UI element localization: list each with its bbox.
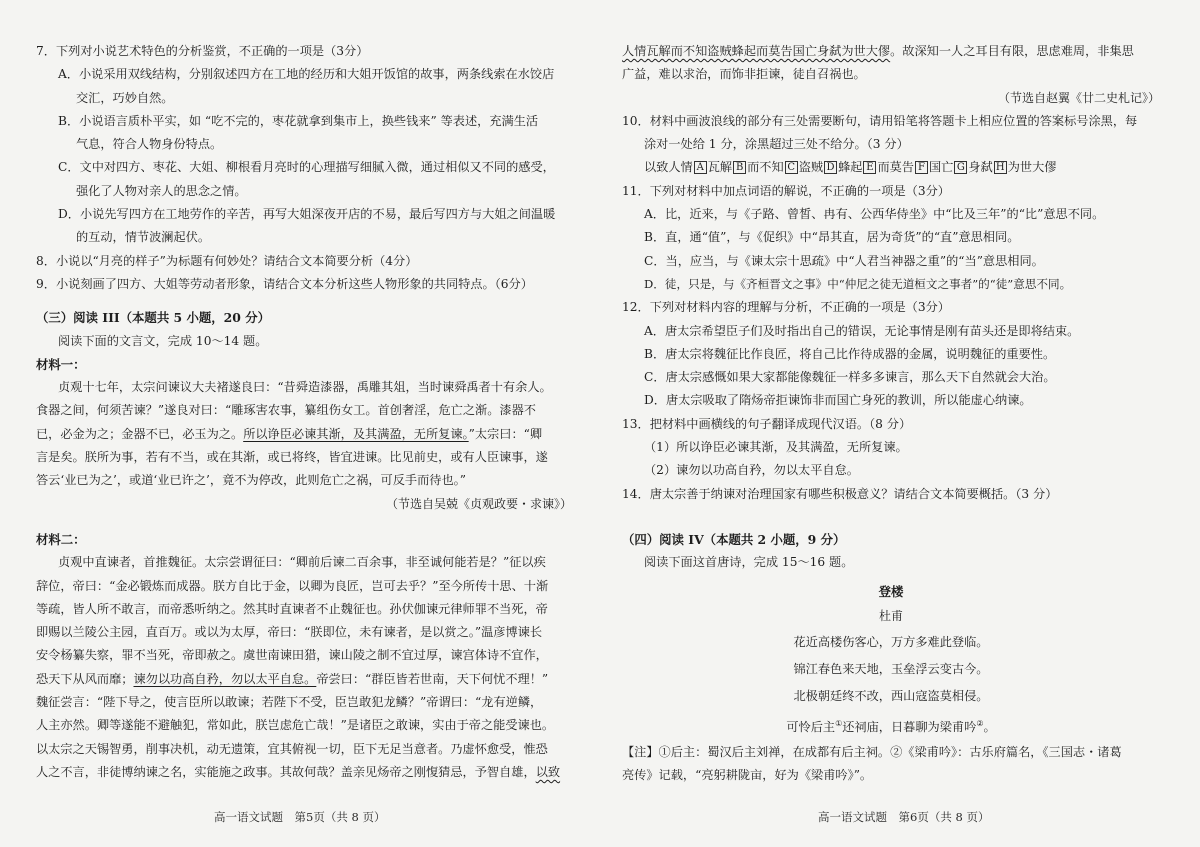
poem-line-2: 锦江春色来天地，玉垒浮云变古今。 — [793, 661, 989, 676]
q10-stem-cont: 涂对一处给 1 分，涂黑超过三处不给分。（3 分） — [644, 137, 909, 152]
material2-line: 魏征尝言：“陛下导之，使言臣所以敢谏；若陛下不受，臣岂敢犯龙鳞？”帝谓曰：“龙有逆鳞， — [36, 695, 543, 710]
right-page — [600, 0, 1200, 847]
material2-line — [36, 761, 572, 784]
q7-option-a-cont: 交汇，巧妙自然。 — [76, 90, 174, 105]
q9: 9．小说刻画了四方、大姐等劳动者形象，请结合文本分析这些人物形象的共同特点。（6分） — [36, 276, 533, 291]
q7-option-d-cont: 的互动，情节波澜起伏。 — [76, 230, 211, 245]
section3-intro: 阅读下面的文言文，完成 10～14 题。 — [58, 333, 268, 348]
material2-line: 贞观中直谏者，首推魏征。太宗尝谓征曰：“卿前后谏二百余事，非至诚何能若是？”征以疾 — [58, 555, 546, 570]
poem-text: 可怜后主 — [786, 719, 836, 734]
page-footer-left: 高一语文试题 第5页（共 8 页） — [214, 810, 386, 824]
section4-intro: 阅读下面这首唐诗，完成 15～16 题。 — [644, 555, 854, 570]
q11-option-b: B．直，通“值”，与《促织》中“昂其直，居为奇货”的“直”意思相同。 — [644, 230, 1020, 245]
section3-heading: （三）阅读 III（本题共 5 小题，20 分） — [36, 310, 270, 326]
q10-text: 蜂起 — [838, 160, 863, 175]
material1-line — [36, 423, 572, 446]
q10-text: 瓦解 — [707, 160, 733, 175]
material2-source: （节选自赵翼《廿二史札记》） — [997, 90, 1160, 105]
q10-text: 而莫告 — [877, 160, 914, 175]
material2-text: 人之不言，非徒博纳谏之名，实能施之政事。其故何哉？盖亲见炀帝之刚愎猜忌，予智自雄， — [36, 764, 536, 779]
q13-stem: 13．把材料中画横线的句子翻译成现代汉语。（8 分） — [622, 416, 912, 431]
poem-author: 杜甫 — [878, 608, 903, 623]
q10-stem: 10．材料中画波浪线的部分有三处需要断句，请用铅笔将答题卡上相应位置的答案标号涂黑，每 — [622, 113, 1138, 128]
q11-stem: 11．下列对材料中加点词语的解说，不正确的一项是（3分） — [622, 183, 950, 198]
break-mark-g: G — [954, 161, 967, 174]
q12-option-a: A．唐太宗希望臣子们及时指出自己的错误，无论事情是刚有苗头还是即将结束。 — [644, 323, 1080, 338]
q12-option-b: B．唐太宗将魏征比作良匠，将自己比作待成器的金属，说明魏征的重要性。 — [644, 346, 1056, 361]
poem-title: 登楼 — [878, 583, 904, 599]
q10-text: 以致人情 — [644, 160, 693, 175]
q14: 14．唐太宗善于纳谏对治理国家有哪些积极意义？请结合文本简要概括。（3 分） — [622, 486, 1058, 501]
material2-line: 等疏，皆人所不敢言，而帝悉听纳之。然其时直谏者不止魏征也。孙伏伽谏元律师罪不当死，帝 — [36, 601, 548, 616]
q10-text: 为世大僇 — [1007, 160, 1057, 175]
material2-text: 恐天下从风而靡； — [36, 671, 134, 686]
material2-line: 人主亦然。卿等遂能不避触犯，常如此，朕岂虑危亡哉！”是诸臣之敢谏，实由于帝之能受谏也。 — [36, 718, 555, 733]
underlined-sentence-1: 所以诤臣必谏其渐，及其满盈，无所复谏。 — [243, 426, 469, 441]
section4-heading: （四）阅读 IV（本题共 2 小题，9 分） — [622, 531, 846, 547]
break-mark-h: H — [994, 161, 1007, 174]
q12-stem: 12．下列对材料内容的理解与分析，不正确的一项是（3分） — [622, 300, 950, 315]
material2-continued-line — [622, 40, 1160, 63]
q13-sentence-2: （2）谏勿以功高自矜，勿以太平自怠。 — [644, 463, 859, 478]
q8: 8．小说以“月亮的样子”为标题有何妙处？请结合文本简要分析（4分） — [36, 253, 418, 268]
q7-option-c: C．文中对四方、枣花、大姐、柳根看月亮时的心理描写细腻入微，通过相似又不同的感受， — [58, 160, 555, 175]
break-mark-c: C — [785, 161, 798, 174]
q10-text: 国亡 — [929, 160, 954, 175]
material1-line: 贞观十七年，太宗问谏议大夫褚遂良曰：“昔舜造漆器，禹雕其俎，当时谏舜禹者十有余人。 — [58, 380, 552, 395]
poem-text: 。 — [983, 719, 996, 734]
material2-line: 以太宗之天锡智勇，削事决机，动无遗策，宜其俯视一切，臣下无足当意者。乃虚怀愈受，惟恐 — [36, 741, 548, 756]
poem-line-3: 北极朝廷终不改，西山寇盗莫相侵。 — [793, 688, 989, 703]
q7-option-b: B．小说语言质朴平实，如 “吃不完的，枣花就拿到集市上，换些钱来” 等表述，充满生活 — [58, 113, 539, 128]
wavy-underlined-text: 以致 — [535, 764, 561, 779]
q11-option-d: D．徒，只是，与《齐桓晋文之事》中“仲尼之徒无道桓文之事者”的“徒”意思不同。 — [644, 276, 1072, 291]
break-mark-e: E — [863, 161, 876, 174]
break-mark-a: A — [694, 161, 707, 174]
underlined-sentence-2: 谏勿以功高自矜，勿以太平自怠。 — [133, 671, 317, 686]
q11-option-a: A．比，近来，与《子路、曾皙、冉有、公西华侍坐》中“比及三年”的“比”意思不同。 — [644, 207, 1105, 222]
material1-text: ”太宗曰：“卿 — [468, 426, 543, 441]
material1-heading: 材料一： — [36, 356, 86, 372]
footnote-mark-2: ② — [976, 718, 984, 728]
q11-option-c: C．当，应当，与《谏太宗十思疏》中“人君当神器之重”的“当”意思相同。 — [644, 253, 1044, 268]
q12-option-c: C．唐太宗感慨如果大家都能像魏征一样多多谏言，那么天下自然就会大治。 — [644, 370, 1056, 385]
material2-continued-line: 广益，难以求治，而饰非拒谏，徒自召祸也。 — [622, 67, 866, 82]
material2-line: 即赐以兰陵公主园，直百万。或以为太厚，帝曰：“朕即位，未有谏者，是以赏之。”温彦博谏长 — [36, 625, 543, 640]
poem-note: 【注】①后主：蜀汉后主刘禅，在成都有后主祠。②《梁甫吟》：古乐府篇名，《三国志・诸葛 — [622, 744, 1122, 759]
break-mark-f: F — [915, 161, 928, 174]
page-footer-right: 高一语文试题 第6页（共 8 页） — [818, 810, 990, 824]
q7-option-d: D．小说先写四方在工地劳作的辛苦，再写大姐深夜开店的不易，最后写四方与大姐之间温暖 — [58, 207, 556, 222]
q12-option-d: D．唐太宗吸取了隋炀帝拒谏饰非而国亡身死的教训，所以能虚心纳谏。 — [644, 393, 1032, 408]
q7-option-a: A．小说采用双线结构，分别叙述四方在工地的经历和大姐开饭馆的故事，两条线索在水饺店 — [58, 67, 555, 82]
material1-source: （节选自吴兢《贞观政要・求谏》） — [385, 496, 572, 511]
material1-line: 答云‘业已为之’，或道‘业已许之’，竟不为停改，此则危亡之祸，可反手而待也。” — [36, 473, 467, 488]
q10-text: 而不知 — [747, 160, 784, 175]
break-mark-d: D — [824, 161, 837, 174]
q13-sentence-1: （1）所以诤臣必谏其渐，及其满盈，无所复谏。 — [644, 440, 908, 455]
material2-text: 。故深知一人之耳目有限，思虑难周，非集思 — [890, 44, 1134, 58]
q7-stem: 7．下列对小说艺术特色的分析鉴赏，不正确的一项是（3分） — [36, 44, 369, 58]
material1-line: 言是矣。朕所为事，若有不当，或在其渐，或已将终，皆宜进谏。比见前史，或有人臣谏事，遂 — [36, 450, 548, 465]
q10-text: 盗贼 — [798, 160, 824, 175]
wavy-underlined-text: 人情瓦解而不知盗贼蜂起而莫告国亡身弑为世大僇 — [622, 44, 891, 58]
material2-text: 帝尝曰：“群臣皆若世南，天下何忧不理！” — [316, 671, 549, 686]
poem-text: 还祠庙，日暮聊为梁甫吟 — [842, 719, 977, 734]
material2-heading: 材料二： — [36, 531, 86, 547]
q7-option-c-cont: 强化了人物对亲人的思念之情。 — [76, 183, 247, 198]
poem-line-1: 花近高楼伤客心，万方多难此登临。 — [793, 634, 989, 649]
poem-note-cont: 亮传》记载，“亮躬耕陇亩，好为《梁甫吟》”。 — [622, 767, 873, 782]
material1-text: 已，必金为之；金器不已，必玉为之。 — [36, 426, 244, 441]
q10-text: 身弑 — [968, 160, 993, 175]
break-mark-b: B — [733, 161, 746, 174]
q10-break-options — [622, 156, 1160, 179]
q7-option-b-cont: 气息，符合人物身份特点。 — [76, 137, 223, 152]
material1-line: 食器之间，何须苦谏？”遂良对曰：“雕琢害农事，纂组伤女工。首创奢淫，危亡之渐。漆器不 — [36, 403, 536, 418]
poem-line-4 — [622, 710, 1160, 741]
material2-line: 安令杨纂失察，罪不当死，帝即赦之。虞世南谏田猎，谏山陵之制不宜过厚，谏宫体诗不宜作， — [36, 648, 548, 663]
material2-line: 辞位，帝曰：“金必锻炼而成器。朕方自比于金，以卿为良匠，岂可去乎？”至今所传十思、十渐 — [36, 578, 549, 593]
footnote-mark-1: ① — [835, 718, 843, 728]
material2-line — [36, 668, 572, 691]
